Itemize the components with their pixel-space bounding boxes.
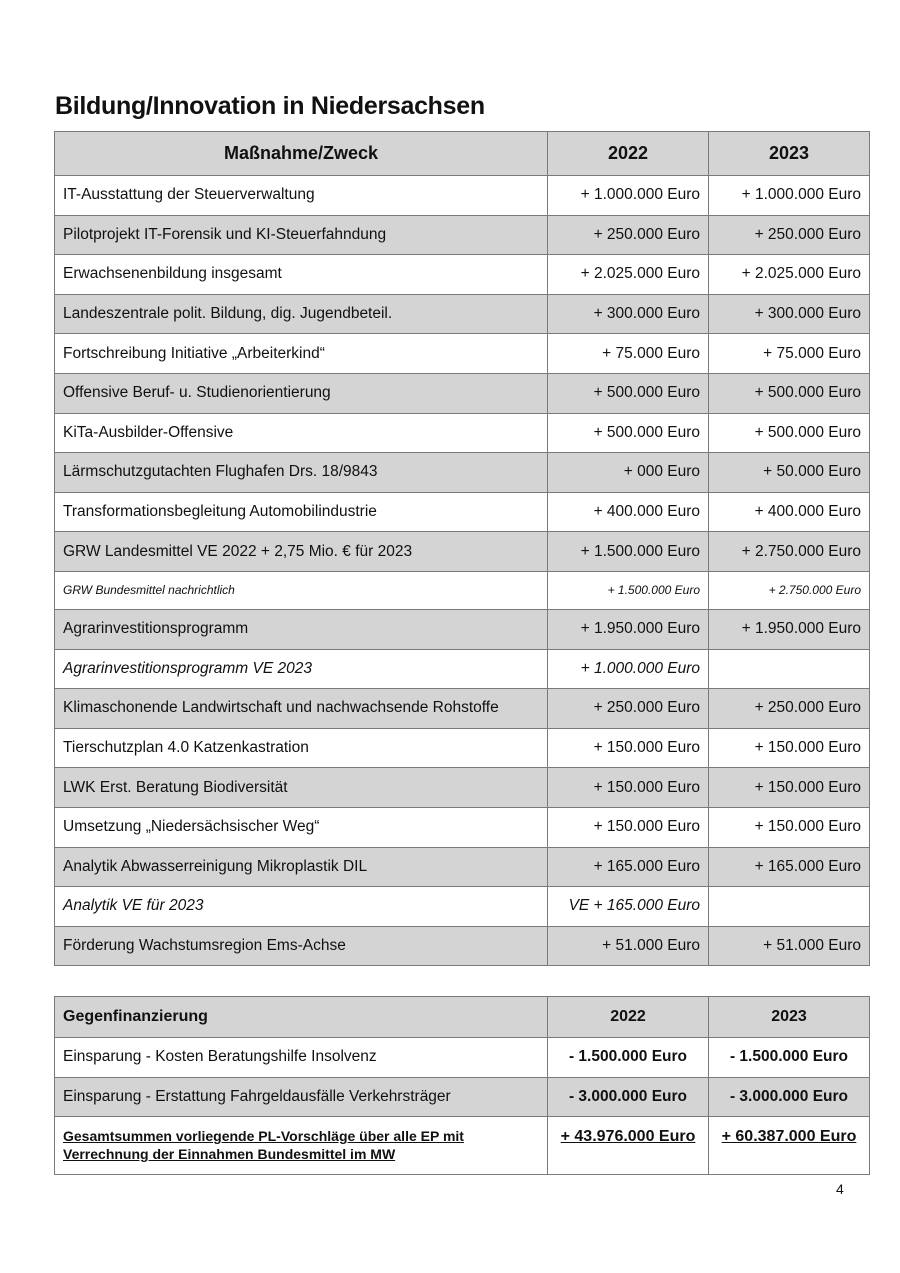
amount-2023: + 1.950.000 Euro [709,609,870,649]
total-2023: + 60.387.000 Euro [709,1117,870,1175]
amount-2022: + 150.000 Euro [548,807,709,847]
measure-label: KiTa-Ausbilder-Offensive [55,413,548,453]
measure-label: Analytik Abwasserreinigung Mikroplastik DIL [55,847,548,887]
measure-label: IT-Ausstattung der Steuerverwaltung [55,176,548,216]
table-row [55,768,870,808]
table-row [55,807,870,847]
measure-label: Klimaschonende Landwirtschaft und nachwachsende Rohstoffe [55,689,548,729]
amount-2022: VE + 165.000 Euro [548,887,709,927]
row-label: Einsparung - Erstattung Fahrgeldausfälle Verkehrsträger [55,1077,548,1117]
amount-2023: - 1.500.000 Euro [709,1038,870,1078]
amount-2023: + 2.750.000 Euro [709,571,870,609]
amount-2022: + 1.000.000 Euro [548,649,709,689]
table-row [55,571,870,609]
measure-label: Lärmschutzgutachten Flughafen Drs. 18/9843 [55,453,548,493]
amount-2022: + 000 Euro [548,453,709,493]
table-row [55,294,870,334]
amount-2023: + 150.000 Euro [709,728,870,768]
measure-label: Umsetzung „Niedersächsischer Weg“ [55,807,548,847]
amount-2022: + 150.000 Euro [548,768,709,808]
header-counter-financing: Gegenfinanzierung [55,997,548,1038]
measure-label: Erwachsenenbildung insgesamt [55,255,548,295]
amount-2023: + 300.000 Euro [709,294,870,334]
measure-label: Pilotprojekt IT-Forensik und KI-Steuerfahndung [55,215,548,255]
amount-2023: + 165.000 Euro [709,847,870,887]
amount-2022: - 3.000.000 Euro [548,1077,709,1117]
total-label [55,1117,548,1175]
amount-2022: + 400.000 Euro [548,492,709,532]
table-row [55,492,870,532]
header-2023: 2023 [709,997,870,1038]
table-row [55,926,870,966]
table-row [55,255,870,295]
amount-2023: + 250.000 Euro [709,215,870,255]
table-row [55,373,870,413]
amount-2022: - 1.500.000 Euro [548,1038,709,1078]
amount-2023: + 51.000 Euro [709,926,870,966]
total-label-line2: Verrechnung der Einnahmen Bundesmittel im MW [63,1146,396,1163]
amount-2023: + 400.000 Euro [709,492,870,532]
table-row [55,532,870,572]
measure-label: Tierschutzplan 4.0 Katzenkastration [55,728,548,768]
table-row [55,413,870,453]
measure-label: GRW Landesmittel VE 2022 + 2,75 Mio. € für 2023 [55,532,548,572]
measure-label: Fortschreibung Initiative „Arbeiterkind“ [55,334,548,374]
measure-label: Agrarinvestitionsprogramm VE 2023 [55,649,548,689]
total-2022: + 43.976.000 Euro [548,1117,709,1175]
table-row [55,728,870,768]
counter-financing-table [54,996,870,1175]
measures-table [54,131,870,966]
amount-2023: + 250.000 Euro [709,689,870,729]
page-number: 4 [836,1181,844,1197]
amount-2022: + 1.500.000 Euro [548,532,709,572]
amount-2022: + 165.000 Euro [548,847,709,887]
amount-2023: + 2.025.000 Euro [709,255,870,295]
row-label: Einsparung - Kosten Beratungshilfe Insolvenz [55,1038,548,1078]
amount-2022: + 500.000 Euro [548,413,709,453]
table-row [55,453,870,493]
table-row [55,649,870,689]
table-row [55,215,870,255]
page-title: Bildung/Innovation in Niedersachsen [55,92,485,120]
header-2022: 2022 [548,132,709,176]
amount-2022: + 75.000 Euro [548,334,709,374]
total-label-line1: Gesamtsummen vorliegende PL-Vorschläge über alle EP mit [63,1128,464,1145]
table-row [55,609,870,649]
measure-label: Agrarinvestitionsprogramm [55,609,548,649]
amount-2023: + 2.750.000 Euro [709,532,870,572]
amount-2023: + 150.000 Euro [709,768,870,808]
table-row [55,847,870,887]
table-row [55,1038,870,1078]
table-row [55,1077,870,1117]
header-2023: 2023 [709,132,870,176]
measure-label: Förderung Wachstumsregion Ems-Achse [55,926,548,966]
amount-2022: + 51.000 Euro [548,926,709,966]
amount-2023: - 3.000.000 Euro [709,1077,870,1117]
amount-2023: + 500.000 Euro [709,373,870,413]
counter-financing-header-row [55,997,870,1038]
amount-2023 [709,649,870,689]
header-2022: 2022 [548,997,709,1038]
amount-2022: + 250.000 Euro [548,215,709,255]
table-header-row [55,132,870,176]
amount-2022: + 250.000 Euro [548,689,709,729]
measure-label: Offensive Beruf- u. Studienorientierung [55,373,548,413]
table-row [55,887,870,927]
measure-label: Landeszentrale polit. Bildung, dig. Jugendbeteil. [55,294,548,334]
amount-2023: + 500.000 Euro [709,413,870,453]
amount-2023: + 75.000 Euro [709,334,870,374]
amount-2022: + 1.950.000 Euro [548,609,709,649]
amount-2022: + 2.025.000 Euro [548,255,709,295]
amount-2023: + 50.000 Euro [709,453,870,493]
total-row [55,1117,870,1175]
amount-2022: + 150.000 Euro [548,728,709,768]
amount-2022: + 300.000 Euro [548,294,709,334]
amount-2023: + 1.000.000 Euro [709,176,870,216]
amount-2023: + 150.000 Euro [709,807,870,847]
amount-2023 [709,887,870,927]
table-row [55,176,870,216]
amount-2022: + 1.000.000 Euro [548,176,709,216]
measure-label: GRW Bundesmittel nachrichtlich [55,571,548,609]
table-row [55,689,870,729]
table-row [55,334,870,374]
measure-label: Transformationsbegleitung Automobilindustrie [55,492,548,532]
header-measure: Maßnahme/Zweck [55,132,548,176]
amount-2022: + 1.500.000 Euro [548,571,709,609]
amount-2022: + 500.000 Euro [548,373,709,413]
measure-label: LWK Erst. Beratung Biodiversität [55,768,548,808]
measure-label: Analytik VE für 2023 [55,887,548,927]
